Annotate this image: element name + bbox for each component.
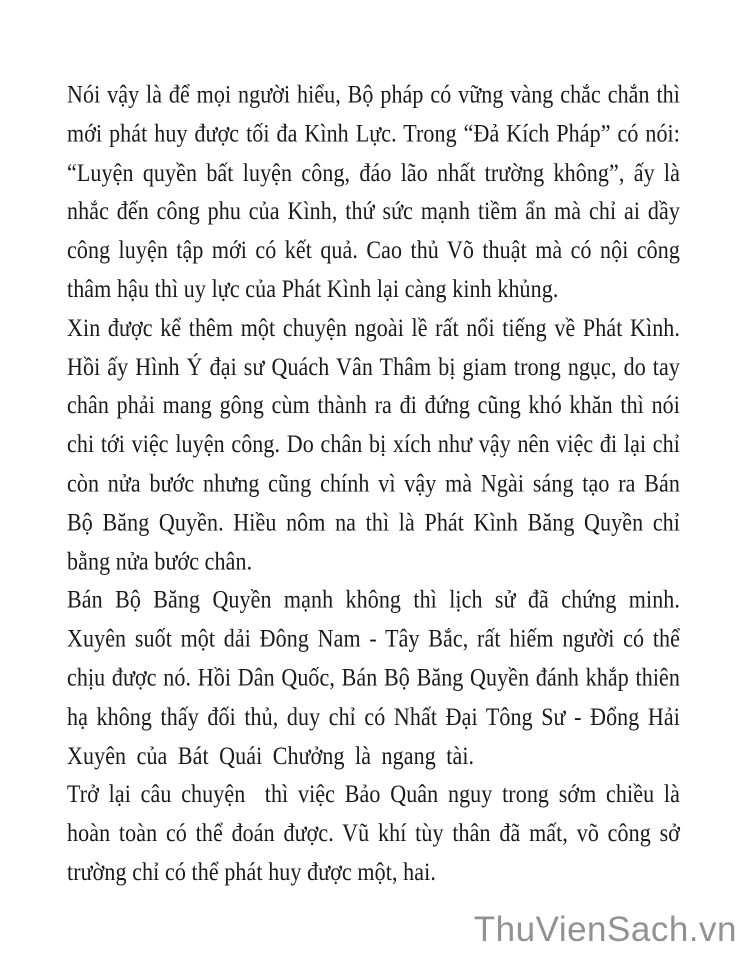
text-line: Nói vậy là để mọi người hiểu, Bộ pháp có vững vàng chắc chắn thì xyxy=(67,79,680,109)
text-line: nhắc đến công phu của Kình, thứ sức mạnh tiềm ẩn mà chỉ ai dầy xyxy=(67,196,680,225)
watermark-logo: ThuVienSach.vn xyxy=(473,910,737,949)
text-line: công luyện tập mới có kết quả. Cao thủ Võ thuật mà có nội công xyxy=(67,235,680,264)
text-line: Bán Bộ Băng Quyền mạnh không thì lịch sử đã chứng minh. xyxy=(67,584,680,614)
text-line: Hồi ấy Hình Ý đại sư Quách Vân Thâm bị giam trong ngục, do tay xyxy=(67,351,680,381)
text-line: mới phát huy được tối đa Kình Lực. Trong “Đả Kích Pháp” có nói: xyxy=(67,118,680,148)
text-line: Xuyên của Bát Quái Chưởng là ngang tài. xyxy=(67,740,475,770)
text-line: “Luyện quyền bất luyện công, đáo lão nhất trường không”, ấy là xyxy=(67,157,680,187)
text-line: chân phải mang gông cùm thành ra đi đứng cũng khó khăn thì nói xyxy=(67,390,680,420)
text-line: Xuyên suốt một dải Đông Nam - Tây Bắc, rất hiếm người có thể xyxy=(67,623,680,653)
text-line: chịu được nó. Hồi Dân Quốc, Bán Bộ Băng Quyền đánh khắp thiên xyxy=(67,662,680,692)
text-line: Xin được kể thêm một chuyện ngoài lề rất nổi tiếng về Phát Kình. xyxy=(67,312,680,342)
text-line: trường chỉ có thể phát huy được một, hai. xyxy=(67,856,436,886)
text-line: hạ không thấy đối thủ, duy chỉ có Nhất Đại Tông Sư - Đổng Hải xyxy=(67,701,680,731)
text-line: thâm hậu thì uy lực của Phát Kình lại càng kinh khủng. xyxy=(67,273,559,303)
text-line: chi tới việc luyện công. Do chân bị xích như vậy nên việc đi lại chỉ xyxy=(67,429,680,459)
text-line: còn nửa bước nhưng cũng chính vì vậy mà Ngài sáng tạo ra Bán xyxy=(67,468,680,498)
text-line: Bộ Băng Quyền. Hiều nôm na thì là Phát Kình Băng Quyền chỉ xyxy=(67,507,680,536)
text-line: bằng nửa bước chân. xyxy=(67,545,253,575)
page-text xyxy=(67,75,680,891)
text-line: Trở lại câu chuyện thì việc Bảo Quân nguy trong sớm chiều là xyxy=(67,779,680,808)
text-line: hoàn toàn có thể đoán được. Vũ khí tùy thân đã mất, võ công sở xyxy=(67,818,680,847)
